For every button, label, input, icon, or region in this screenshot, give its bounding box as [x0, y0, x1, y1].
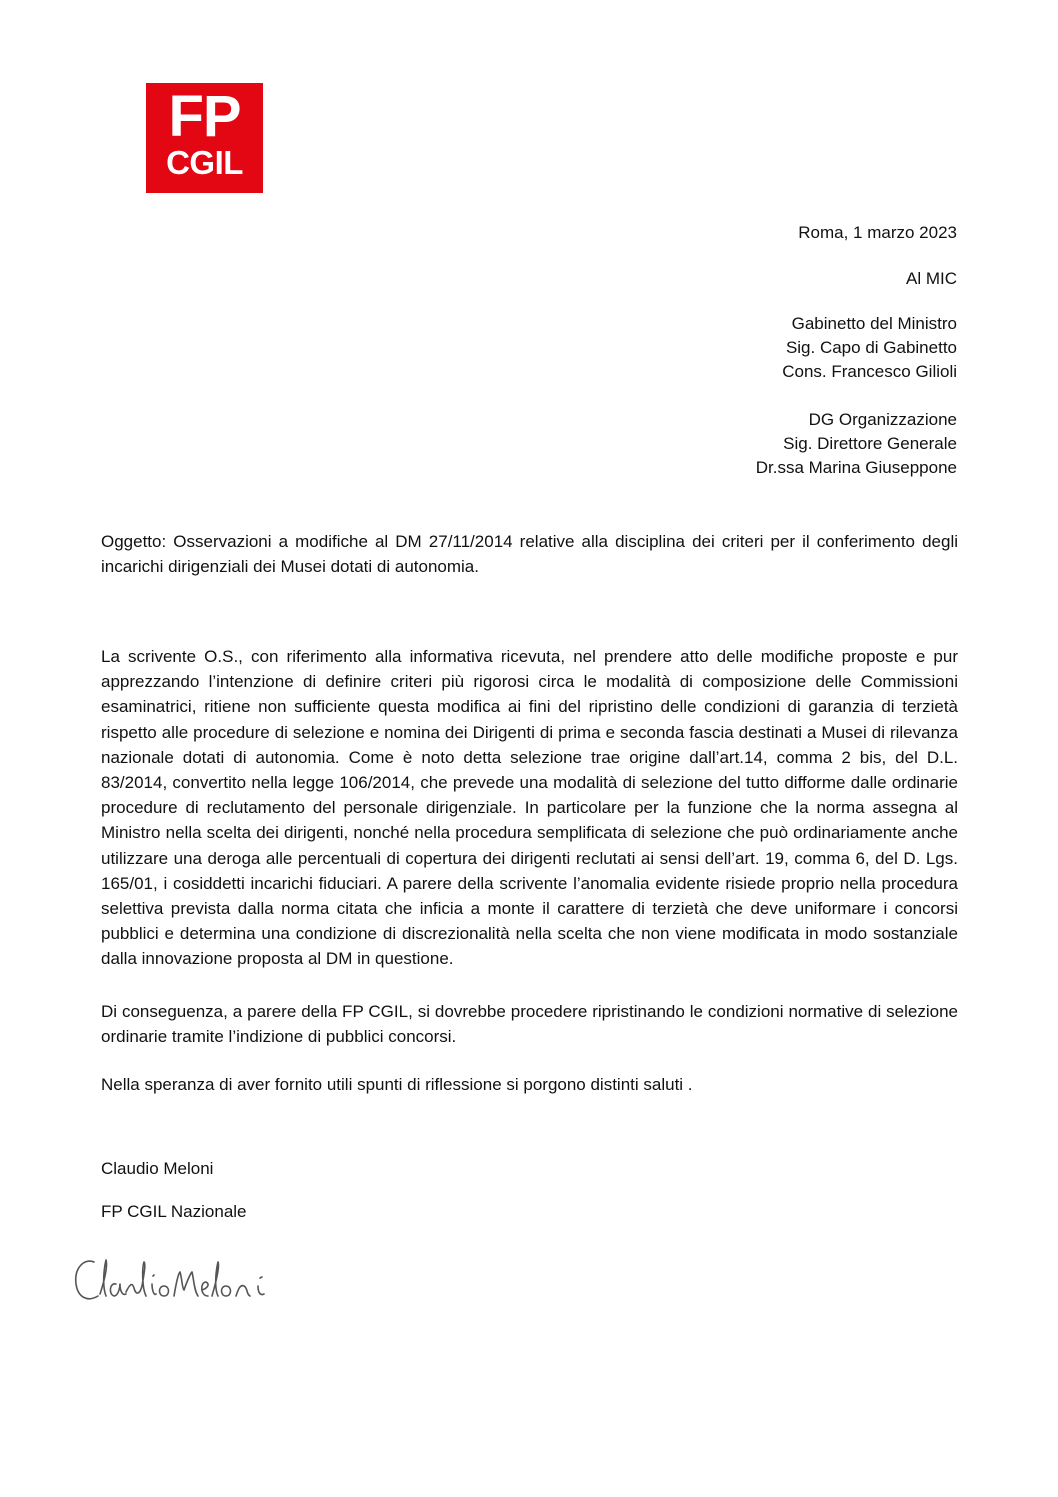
address-line: Gabinetto del Ministro: [791, 314, 957, 333]
recipient: Al MIC: [906, 269, 957, 288]
logo-fp-text: FP: [168, 84, 241, 149]
signatory-name: Claudio Meloni: [101, 1159, 214, 1178]
handwritten-signature: [66, 1244, 326, 1314]
closing-paragraph: Nella speranza di aver fornito utili spunti di riflessione si porgono distinti saluti .: [101, 1075, 693, 1094]
signatory-organization: FP CGIL Nazionale: [101, 1202, 247, 1221]
body-paragraph: Di conseguenza, a parere della FP CGIL, si dovrebbe procedere ripristinando le condizioni normative di selezione ordinarie tramite l’indizione di pubblici concorsi.: [101, 1002, 958, 1047]
fp-cgil-logo: [146, 83, 263, 193]
letter-subject: Oggetto: Osservazioni a modifiche al DM 27/11/2014 relative alla disciplina dei criteri per il conferimento degli incarichi dirigenziali dei Musei dotati di autonomia.: [101, 532, 958, 576]
address-line: Cons. Francesco Gilioli: [782, 362, 957, 381]
address-line: Sig. Direttore Generale: [783, 434, 957, 453]
address-block-dg: [756, 408, 957, 480]
address-line: DG Organizzazione: [808, 410, 957, 429]
address-block-cabinet: [782, 312, 957, 384]
logo-cgil-text: CGIL: [166, 144, 243, 181]
body-paragraph: La scrivente O.S., con riferimento alla informativa ricevuta, nel prendere atto delle modifiche proposte e pur apprezzando l’intenzione di definire criteri più rigorosi circa le modalità di composizione delle Commissioni esaminatrici, ritiene non sufficiente questa modifica ai fini del ripristino delle condizioni di garanzia di terzietà rispetto alle procedure di selezione e nomina dei Dirigenti di prima e seconda fascia destinati a Musei di rilevanza nazionale dotati di autonomia. Come è noto detta selezione trae origine dall’art.14, comma 2 bis, del D.L. 83/2014, convertito nella legge 106/2014, che prevede una modalità di selezione del tutto difforme dalle ordinarie procedure di reclutamento del personale dirigenziale. In particolare per la funzione che la norma assegna al Ministro nella scelta dei dirigenti, nonché nella procedura semplificata di selezione che può ordinariamente anche utilizzare una deroga alle percentuali di copertura dei dirigenti reclutati ai sensi dell’art. 19, comma 6, del D. Lgs. 165/01, i cosiddetti incarichi fiduciari. A parere della scrivente l’anomalia evidente risiede proprio nella procedura selettiva prevista dalla norma citata che inficia a monte il carattere di terzietà che deve uniformare i concorsi pubblici e determina una condizione di discrezionalità nella scelta che non viene modificata in modo sostanziale dalla innovazione proposta al DM in questione.: [101, 647, 958, 969]
address-line: Sig. Capo di Gabinetto: [785, 338, 957, 357]
letter-date: Roma, 1 marzo 2023: [798, 223, 957, 242]
address-line: Dr.ssa Marina Giuseppone: [755, 458, 957, 477]
